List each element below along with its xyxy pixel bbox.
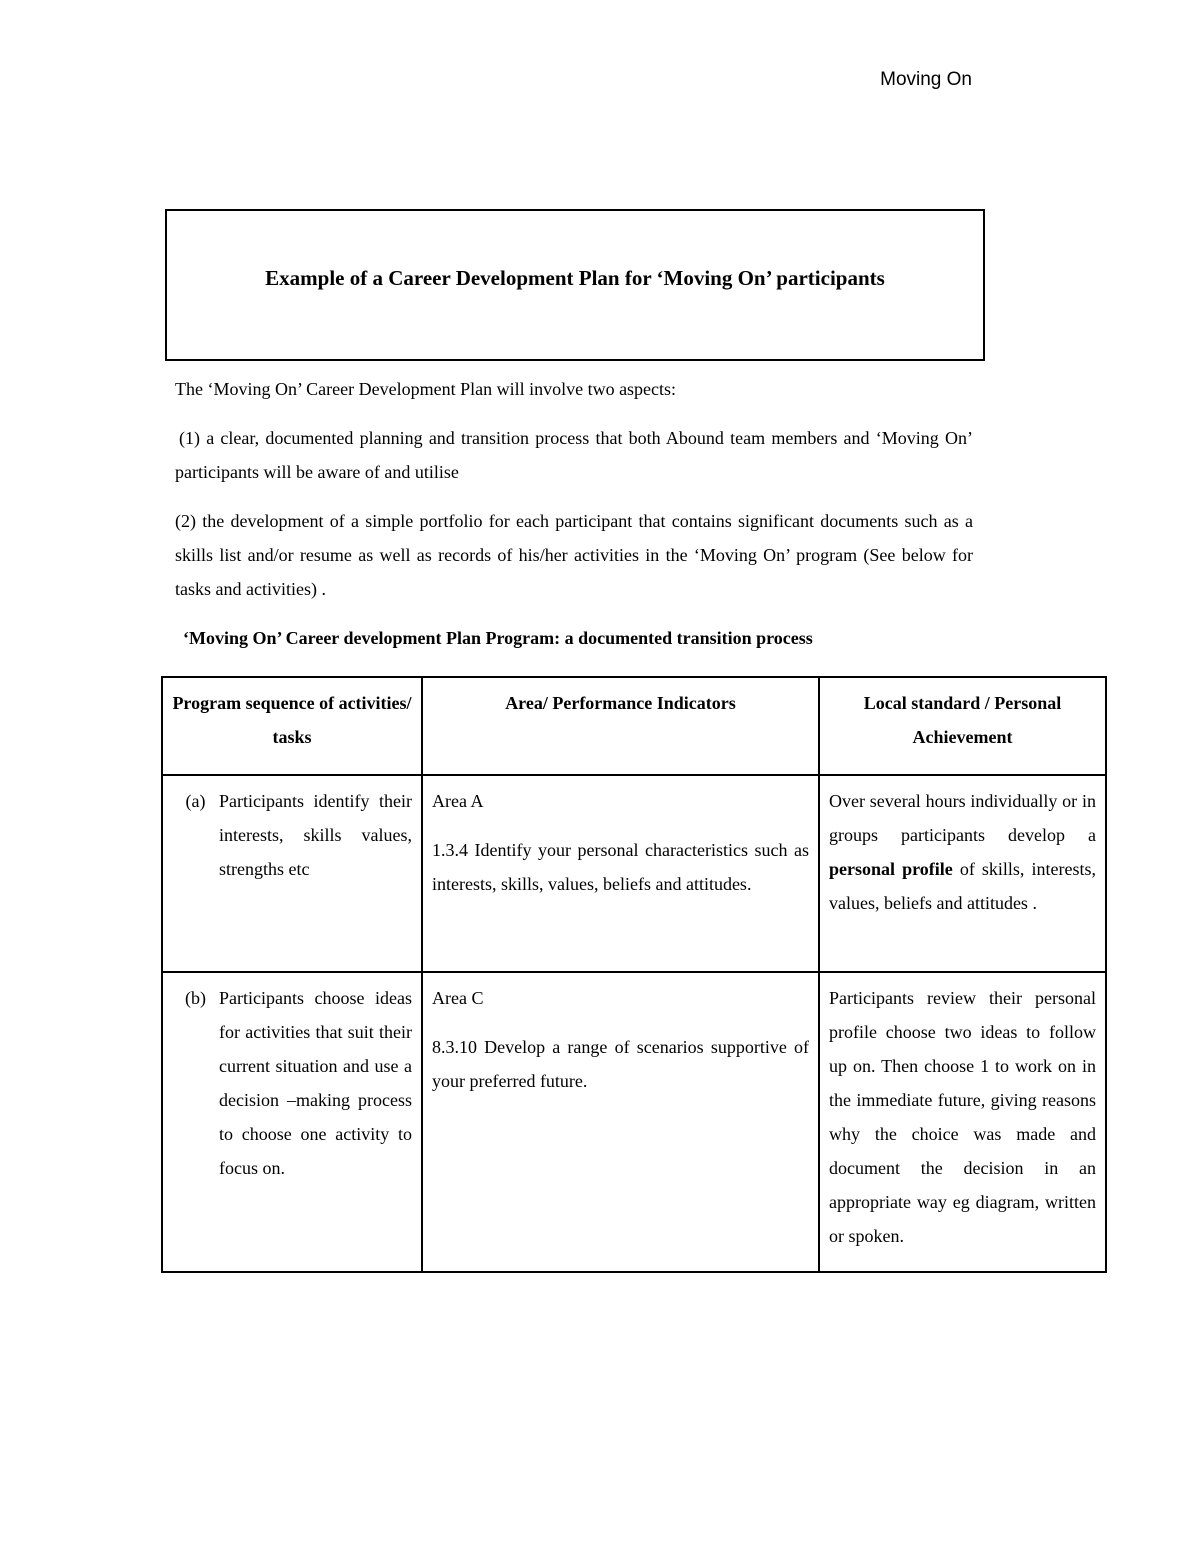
header-local-standard: Local standard / Personal Achievement [819, 677, 1106, 775]
standard-text: Over several hours individually or in groups participants develop a personal profile of skills, interests, values, beliefs and attitudes . [829, 791, 1096, 913]
running-header: Moving On [880, 69, 972, 90]
table-row [162, 775, 1106, 972]
indicator-cell [422, 972, 819, 1272]
task-cell [162, 972, 422, 1272]
task-text: Participants choose ideas for activities that suit their current situation and use a decision –making process to choose one activity to focus on. [219, 988, 412, 1178]
area-title: Area A [432, 791, 484, 811]
aspect-two-paragraph: (2) the development of a simple portfolio for each participant that contains significant documents such as a skills list and/or resume as well as records of his/her activities in the ‘Moving On’ program (See below for tasks and activities) . [175, 511, 973, 599]
task-cell [162, 775, 422, 972]
career-plan-table [161, 676, 1107, 1273]
table-header-row [162, 677, 1106, 775]
title-box [165, 209, 985, 361]
indicator-text: 8.3.10 Develop a range of scenarios supportive of your preferred future. [432, 1037, 809, 1091]
standard-cell [819, 972, 1106, 1272]
document-title: Example of a Career Development Plan for ‘Moving On’ participants [265, 266, 885, 290]
row-label: (b) [185, 988, 206, 1008]
header-program-sequence: Program sequence of activities/ tasks [162, 677, 422, 775]
task-text: Participants identify their interests, skills values, strengths etc [219, 791, 412, 879]
section-heading: ‘Moving On’ Career development Plan Program: a documented transition process [183, 628, 813, 648]
row-label: (a) [185, 791, 206, 811]
area-title: Area C [432, 988, 484, 1008]
indicator-cell [422, 775, 819, 972]
table-row [162, 972, 1106, 1272]
standard-cell [819, 775, 1106, 972]
standard-text: Participants review their personal profile choose two ideas to follow up on. Then choose 1 to work on in the immediate future, giving reasons why the choice was made and document the decision in an appropriate way eg diagram, written or spoken. [829, 988, 1096, 1246]
emphasis-personal-profile: personal profile [829, 859, 953, 879]
header-performance-indicators: Area/ Performance Indicators [422, 677, 819, 775]
indicator-text: 1.3.4 Identify your personal characteristics such as interests, skills, values, beliefs and attitudes. [432, 840, 809, 894]
aspect-one-paragraph: (1) a clear, documented planning and transition process that both Abound team members and ‘Moving On’ participants will be aware of and utilise [175, 428, 973, 482]
intro-paragraph: The ‘Moving On’ Career Development Plan will involve two aspects: [175, 379, 677, 399]
